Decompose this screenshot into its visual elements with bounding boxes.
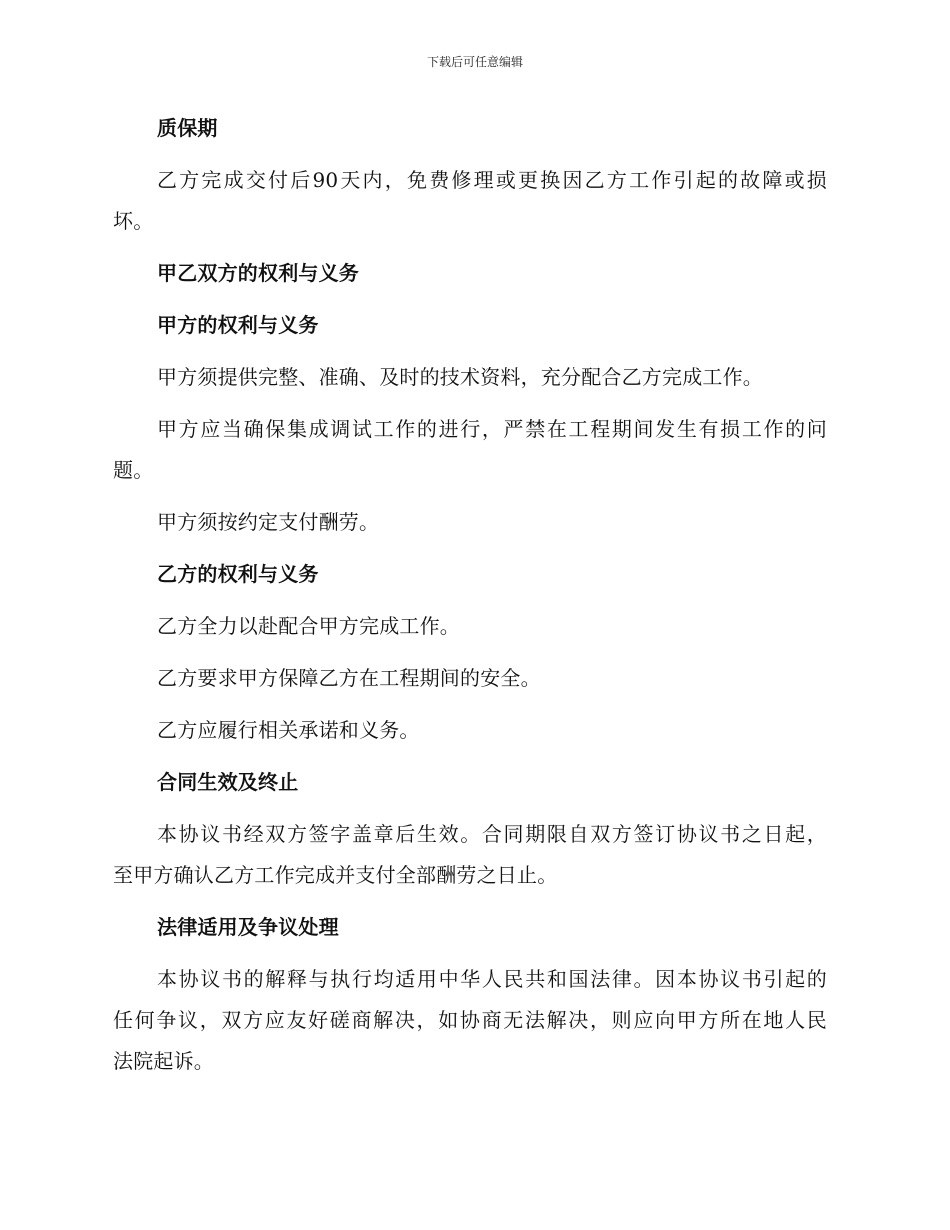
party-a-item-3: 甲方须按约定支付酬劳。 <box>157 510 380 534</box>
heading-effect-termination: 合同生效及终止 <box>157 770 299 794</box>
heading-party-a: 甲方的权利与义务 <box>157 313 319 337</box>
page-header: 下载后可任意编辑 <box>426 55 523 69</box>
effect-paragraph-line-2: 至甲方确认乙方工作完成并支付全部酬劳之日止。 <box>113 863 558 887</box>
law-paragraph-line-2: 任何争议，双方应友好磋商解决，如协商无法解决，则应向甲方所在地人民 <box>113 1008 827 1032</box>
law-paragraph-line-3: 法院起诉。 <box>113 1049 214 1073</box>
heading-warranty: 质保期 <box>157 116 218 140</box>
law-paragraph-line-1: 本协议书的解释与执行均适用中华人民共和国法律。因本协议书引起的 <box>157 967 827 991</box>
warranty-paragraph-line-2: 坏。 <box>113 209 154 233</box>
party-a-item-2-line-2: 题。 <box>113 458 154 482</box>
party-b-item-2: 乙方要求甲方保障乙方在工程期间的安全。 <box>157 666 541 690</box>
warranty-paragraph-line-1: 乙方完成交付后90天内，免费修理或更换因乙方工作引起的故障或损 <box>157 168 827 192</box>
party-b-item-1: 乙方全力以赴配合甲方完成工作。 <box>157 614 460 638</box>
effect-paragraph-line-1: 本协议书经双方签字盖章后生效。合同期限自双方签订协议书之日起， <box>157 822 827 846</box>
party-a-item-2-line-1: 甲方应当确保集成调试工作的进行，严禁在工程期间发生有损工作的问 <box>157 417 827 441</box>
party-b-item-3: 乙方应履行相关承诺和义务。 <box>157 718 420 742</box>
heading-law-disputes: 法律适用及争议处理 <box>157 915 339 939</box>
party-a-item-1: 甲方须提供完整、准确、及时的技术资料，充分配合乙方完成工作。 <box>157 365 763 389</box>
heading-party-b: 乙方的权利与义务 <box>157 562 319 586</box>
heading-rights-obligations: 甲乙双方的权利与义务 <box>157 261 359 285</box>
